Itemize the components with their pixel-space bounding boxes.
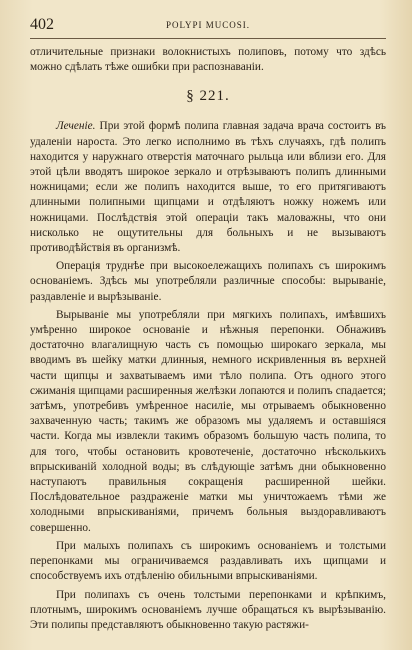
paragraph-thick-membranes: При полипахъ съ очень толстыми перепонками и крѣпкимъ, плотнымъ, широкимъ основаніемъ лучше обращаться къ вырѣзыванію. Эти полипы представляютъ обыкновенно такую растяжи-	[30, 588, 386, 631]
section-heading: § 221.	[186, 88, 230, 105]
intro-paragraph: отличительные признаки волокнистыхъ полиповъ, потому что здѣсь можно сдѣлать тѣже ошибки при распознаваніи.	[30, 46, 386, 74]
page-number: 402	[30, 16, 54, 33]
running-head	[30, 18, 386, 39]
paragraph-treatment	[30, 119, 386, 256]
running-title: POLYPI MUCOSI.	[165, 20, 251, 30]
paragraph-tearing: Вырываніе мы употребляли при мягкихъ полипахъ, имѣвшихъ умѣренно широкое основаніе и нѣжныя перепонки. Обнаживъ достаточно влагалищную часть съ помощью широкаго зеркала, мы вводимъ въ шейку матки длинныя, немного искривленныя въ верхней части щипцы и захватываемъ ими тѣло полипа. Отъ одного этого сжиманія щипцами расширенныя желѣзки лопаются и полипъ спадается; затѣмъ, употребивъ умѣренное насиліе, мы отрываемъ обыкновенно захваченную часть; такимъ же образомъ мы удаляемъ и оставшіяся части. Когда мы извлекли такимъ образомъ большую часть полипа, то для того, чтобы остановить кровотеченіе, достаточно нѣсколькихъ впрыскиваній холодной воды; въ слѣдующіе затѣмъ дни обыкновенно наступаютъ правильныя сокращенія расширенной шейки. Послѣдовательное раздраженіе матки мы уничтожаемъ тѣми же холодными впрыскиваніями, причемъ больныя выздоравливаютъ совершенно.	[30, 308, 386, 534]
lead-term: Леченіе.	[56, 120, 96, 133]
paragraph-text: При этой формѣ полипа главная задача врача состоитъ въ удаленіи нароста. Это легко исполнимо въ тѣхъ случаяхъ, гдѣ полипъ находится у наружнаго отверстія маточнаго рыльца или вблизи его. Для этой цѣли вводятъ широкое зеркало и отрѣзываютъ полипъ длинными ножницами; если же полипъ находится выше, то его притягиваютъ длинными полипными щипцами и отдѣляютъ ножку ножемъ или ножницами. Послѣдствія этой операціи такъ маловажны, что они нисколько не ощутительны для больныхъ и не вызываютъ противодѣйствія въ организмѣ.	[30, 120, 386, 255]
paragraph-small-polyps: При малыхъ полипахъ съ широкимъ основаніемъ и толстыми перепонками мы ограничиваемся раздавливать ихъ щипцами и способствуемъ ихъ отдѣленію обильными впрыскиваніями.	[30, 539, 386, 583]
paragraph-operation: Операція труднѣе при высокоележащихъ полипахъ съ широкимъ основаніемъ. Здѣсь мы употребляли различные способы: вырываніе, раздавленіе и вырѣзываніе.	[30, 260, 386, 303]
